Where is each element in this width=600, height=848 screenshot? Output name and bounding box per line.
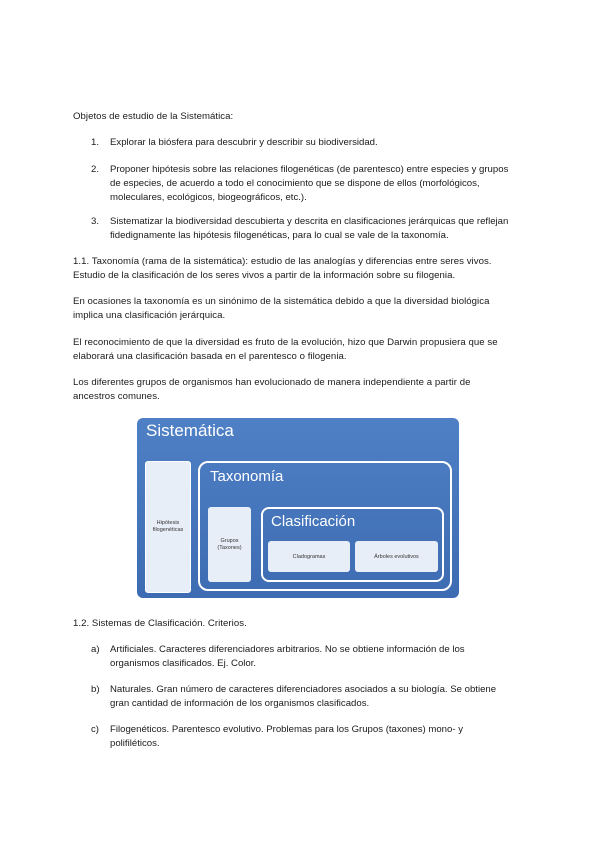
intro-heading: Objetos de estudio de la Sistemática: xyxy=(73,111,234,122)
paragraph-line: ancestros comunes. xyxy=(73,391,160,402)
list-marker: c) xyxy=(91,724,99,735)
diagram-title: Sistemática xyxy=(146,421,234,440)
list-item-line: gran cantidad de información de los organismos clasificados. xyxy=(110,698,370,709)
list-item-line: Sistematizar la biodiversidad descubierta y descrita en clasificaciones jerárquicas que reflejan xyxy=(110,216,509,227)
list-item-line: de especies, de acuerdo a todo el conocimiento que se dispone de ellos (morfológicos, xyxy=(110,178,480,189)
cladogramas-label: Cladogramas xyxy=(292,553,326,560)
section-heading: 1.2. Sistemas de Clasificación. Criterios. xyxy=(73,618,247,629)
hipotesis-label: Hipótesis filogenéticas xyxy=(152,520,184,533)
list-item-line: Naturales. Gran número de caracteres diferenciadores asociados a su biología. Se obtiene xyxy=(110,684,497,695)
list-item-line: moleculares, ecológicos, biogeográficos, etc.). xyxy=(110,192,307,203)
paragraph-line: 1.1. Taxonomía (rama de la sistemática): estudio de las analogías y diferencias entre seres vivos. xyxy=(73,256,492,267)
clasificacion-title: Clasificación xyxy=(271,513,356,530)
list-marker: b) xyxy=(91,684,100,695)
list-item-line: Explorar la biósfera para descubrir y describir su biodiversidad. xyxy=(110,137,378,148)
arboles-label: Árboles evolutivos xyxy=(374,553,419,560)
clasificacion-box xyxy=(261,507,444,582)
sistematica-diagram xyxy=(137,418,459,598)
grupos-box xyxy=(208,507,251,582)
list-item-line: fidedignamente las hipótesis filogenéticas, para lo cual se vale de la taxonomía. xyxy=(110,230,449,241)
paragraph-line: implica una clasificación jerárquica. xyxy=(73,310,226,321)
cladogramas-box xyxy=(268,541,350,572)
list-marker: 2. xyxy=(91,164,100,175)
taxonomia-title: Taxonomía xyxy=(210,468,284,485)
grupos-label: Grupos (Taxones) xyxy=(217,537,242,551)
list-marker: 3. xyxy=(91,216,100,227)
list-item-line: organismos clasificados. Ej. Color. xyxy=(110,658,257,669)
list-item-line: Filogenéticos. Parentesco evolutivo. Problemas para los Grupos (taxones) mono- y xyxy=(110,724,464,735)
hipotesis-box xyxy=(145,461,191,593)
list-item-line: Proponer hipótesis sobre las relaciones filogenéticas (de parentesco) entre especies y grupos xyxy=(110,164,509,175)
paragraph-line: elaborará una clasificación basada en el parentesco o filogenia. xyxy=(73,351,347,362)
taxonomia-box xyxy=(198,461,452,591)
list-item-line: polifiléticos. xyxy=(110,738,160,749)
list-marker: a) xyxy=(91,644,100,655)
paragraph-line: El reconocimiento de que la diversidad es fruto de la evolución, hizo que Darwin propusiera que se xyxy=(73,337,498,348)
list-marker: 1. xyxy=(91,137,100,148)
paragraph-line: En ocasiones la taxonomía es un sinónimo de la sistemática debido a que la diversidad biológica xyxy=(73,296,490,307)
paragraph-line: Estudio de la clasificación de los seres vivos a partir de la información sobre su filogenia. xyxy=(73,270,456,281)
arboles-box xyxy=(355,541,438,572)
paragraph-line: Los diferentes grupos de organismos han evolucionado de manera independiente a partir de xyxy=(73,377,471,388)
list-item-line: Artificiales. Caracteres diferenciadores arbitrarios. No se obtiene información de los xyxy=(110,644,465,655)
